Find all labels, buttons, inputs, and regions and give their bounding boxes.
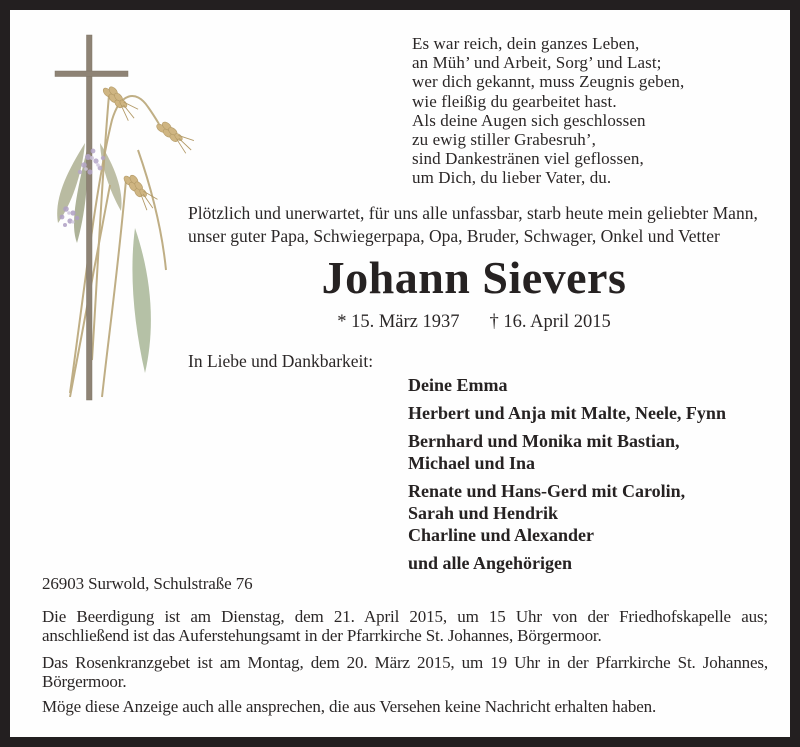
mourner-group: [408, 430, 726, 474]
mourner-line: Herbert und Anja mit Malte, Neele, Fynn: [408, 403, 726, 423]
mourner-line: Charline und Alexander: [408, 525, 595, 545]
rosary-line: Das Rosenkranzgebet ist am Montag, dem 20. März 2015, um 19 Uhr in der Pfarrkirche St. Johannes,: [42, 653, 768, 672]
mourner-line: Deine Emma: [408, 375, 508, 395]
funeral-line: Die Beerdigung ist am Dienstag, dem 21. April 2015, um 15 Uhr von der Friedhofskapelle aus;: [42, 607, 768, 626]
wheat-stems-icon: [70, 95, 166, 397]
mourners-list: [408, 374, 726, 580]
poem-line: zu ewig stiller Grabesruh’,: [412, 130, 596, 150]
mourner-line: und alle Angehörigen: [408, 553, 573, 573]
deceased-block: [188, 253, 760, 333]
mourner-line: Sarah und Hendrik: [408, 503, 559, 523]
family-address: 26903 Surwold, Schulstraße 76: [42, 574, 253, 593]
mourner-group: [408, 552, 726, 574]
rosary-info: [42, 654, 768, 692]
mourner-line: Michael und Ina: [408, 453, 536, 473]
poem-line: Als deine Augen sich geschlossen: [412, 110, 646, 130]
mourner-line: Renate und Hans-Gerd mit Carolin,: [408, 481, 686, 501]
life-dates: [188, 312, 760, 333]
obituary-notice: [10, 10, 790, 737]
birth-date: * 15. März 1937: [337, 312, 460, 332]
memorial-poem: [412, 34, 684, 188]
poem-line: wer dich gekannt, muss Zeugnis geben,: [412, 72, 685, 92]
funeral-line: anschließend ist das Auferstehungsamt in der Pfarrkirche St. Johannes, Börgermoor.: [42, 625, 602, 645]
poem-line: wie fleißig du gearbeitet hast.: [412, 91, 617, 111]
announcement-line: unser guter Papa, Schwiegerpapa, Opa, Bruder, Schwager, Onkel und Vetter: [188, 226, 720, 246]
death-announcement: [188, 202, 768, 248]
mourner-line: Bernhard und Monika mit Bastian,: [408, 431, 680, 451]
mourner-group: [408, 374, 726, 396]
poem-line: um Dich, du lieber Vater, du.: [412, 168, 612, 188]
mourner-group: [408, 402, 726, 424]
poem-line: sind Dankestränen viel geflossen,: [412, 149, 644, 169]
leaves-icon: [57, 143, 151, 373]
death-date: † 16. April 2015: [489, 312, 611, 332]
funeral-info: [42, 608, 768, 646]
cross-icon: [55, 35, 128, 400]
deceased-name: Johann Sievers: [321, 252, 627, 303]
dedication-line: In Liebe und Dankbarkeit:: [188, 351, 374, 371]
rosary-line: Börgermoor.: [42, 671, 127, 691]
announcement-line: Plötzlich und unerwartet, für uns alle unfassbar, starb heute mein geliebter Mann,: [188, 203, 758, 223]
poem-line: an Müh’ und Arbeit, Sorg’ und Last;: [412, 53, 662, 73]
closing-note: Möge diese Anzeige auch alle ansprechen, die aus Versehen keine Nachricht erhalten haben.: [42, 697, 657, 716]
poem-line: Es war reich, dein ganzes Leben,: [412, 34, 640, 53]
mourner-group: [408, 480, 726, 546]
